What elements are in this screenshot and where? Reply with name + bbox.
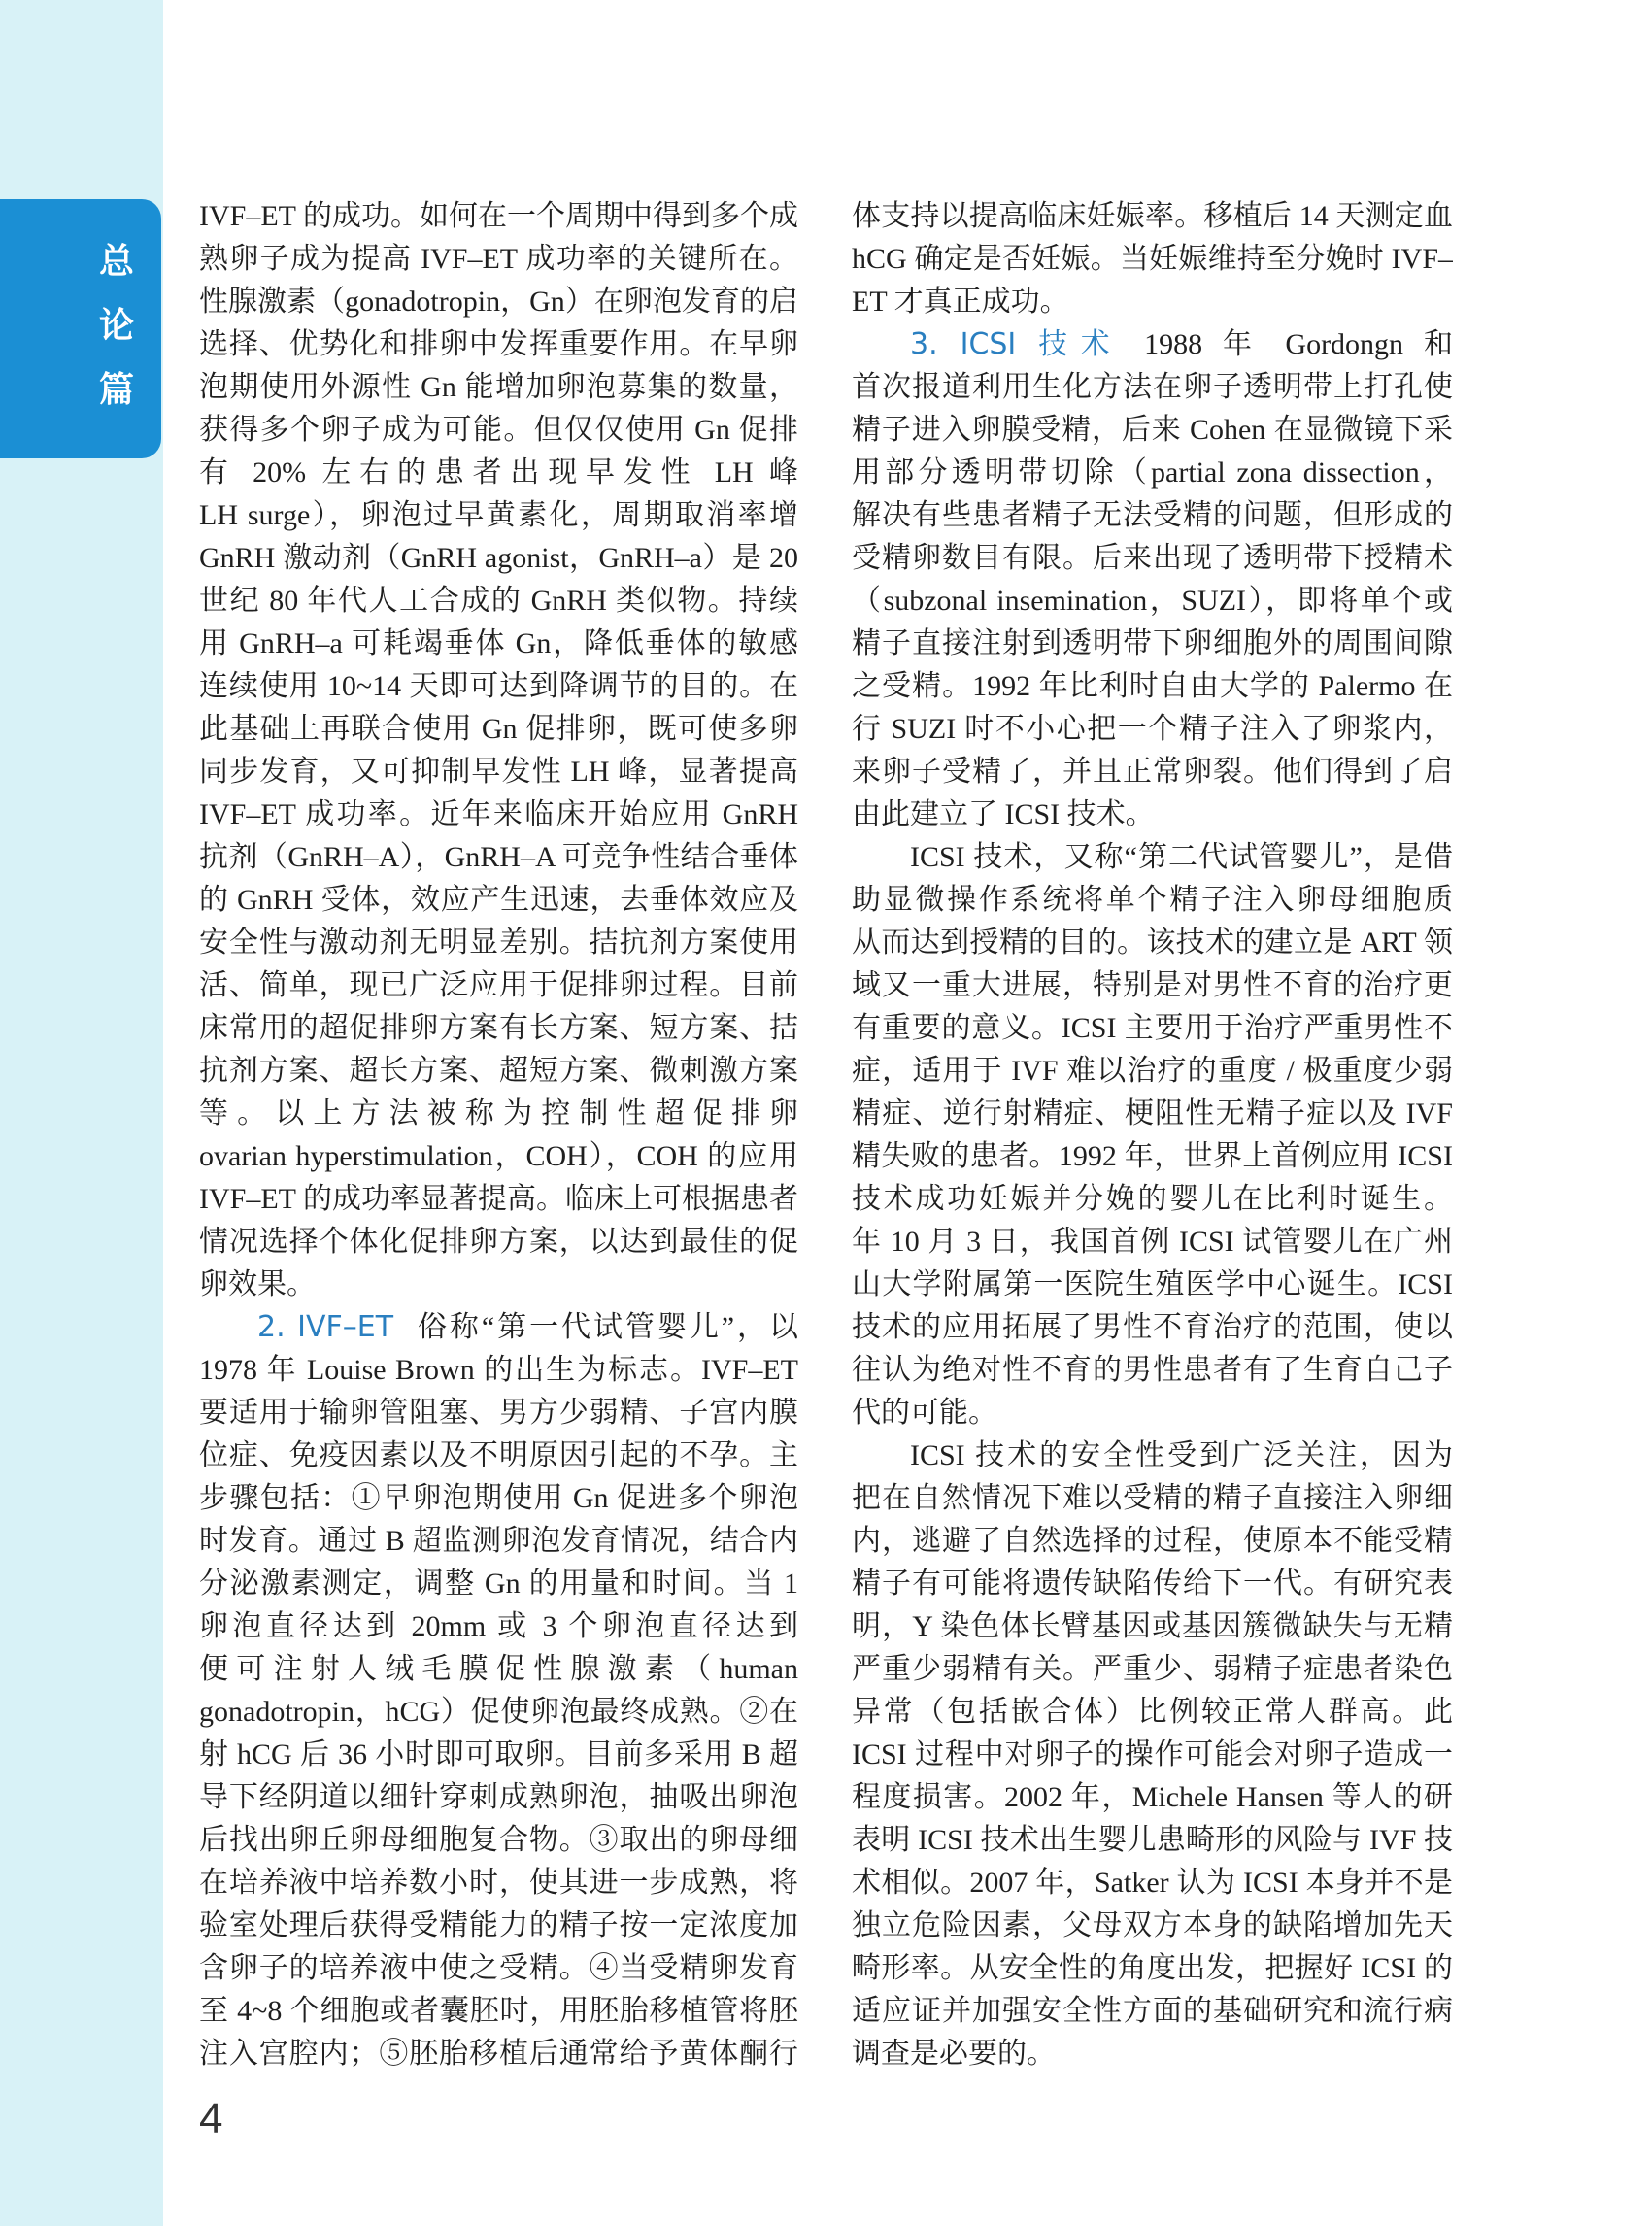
text-line: 在培养液中培养数小时，使其进一步成熟，将	[199, 1867, 798, 1899]
section-tab-char: 篇	[98, 370, 134, 410]
section-heading: 3. ICSI 技术	[910, 327, 1124, 361]
right-text-column	[852, 195, 1453, 2075]
text-line: 症，适用于 IVF 难以治疗的重度 / 极重度少弱	[852, 1055, 1453, 1087]
text-line: 有 20% 左右的患者出现早发性 LH 峰	[199, 456, 798, 489]
text-line: 卵泡直径达到 20mm 或 3 个卵泡直径达到	[199, 1610, 798, 1642]
text-line: 由此建立了 ICSI 技术。	[852, 798, 1155, 830]
text-line: 精子进入卵膜受精，后来 Cohen 在显微镜下采	[852, 414, 1453, 446]
text-line: 要适用于输卵管阻塞、男方少弱精、子宫内膜	[199, 1397, 798, 1429]
text-line: 后找出卵丘卵母细胞复合物。③取出的卵母细	[199, 1824, 798, 1856]
text-line: 泡期使用外源性 Gn 能增加卵泡募集的数量，	[199, 371, 798, 403]
text-line: 抗剂（GnRH–A），GnRH–A 可竞争性结合垂体	[199, 841, 798, 873]
text-line: 等。以上方法被称为控制性超促排卵	[199, 1097, 798, 1130]
text-line: 位症、免疫因素以及不明原因引起的不孕。主	[199, 1439, 798, 1471]
text-line: 之受精。1992 年比利时自由大学的 Palermo 在	[852, 670, 1453, 702]
text-line: 世纪 80 年代人工合成的 GnRH 类似物。持续	[199, 585, 798, 617]
page-number: 4	[199, 2095, 223, 2142]
text-line: 连续使用 10~14 天即可达到降调节的目的。在	[199, 670, 798, 702]
text-line: 代的可能。	[852, 1397, 997, 1429]
text-line: 选择、优势化和排卵中发挥重要作用。在早卵	[199, 328, 798, 360]
text-line: 技术成功妊娠并分娩的婴儿在比利时诞生。	[852, 1183, 1453, 1215]
text-line: 的 GnRH 受体，效应产生迅速，去垂体效应及	[199, 884, 798, 916]
text-line: 表明 ICSI 技术出生婴儿患畸形的风险与 IVF 技	[852, 1824, 1453, 1856]
paragraph	[199, 195, 798, 1306]
text-line: 助显微操作系统将单个精子注入卵母细胞质	[852, 884, 1453, 916]
text-line: 熟卵子成为提高 IVF–ET 成功率的关键所在。	[199, 243, 798, 275]
text-line: 用部分透明带切除（partial zona dissection，	[852, 456, 1453, 489]
text-line-content: 俗称“第一代试管婴儿”，以	[415, 1311, 798, 1343]
section-tab-char: 论	[98, 306, 134, 346]
text-line: 严重少弱精有关。严重少、弱精子症患者染色	[852, 1653, 1453, 1685]
text-line: 抗剂方案、超长方案、超短方案、微刺激方案	[199, 1055, 798, 1087]
text-line: 便可注射人绒毛膜促性腺激素（human	[199, 1653, 798, 1685]
text-line: 此基础上再联合使用 Gn 促排卵，既可使多卵	[199, 713, 798, 745]
paragraph	[852, 323, 1453, 836]
text-line: 把在自然情况下难以受精的精子直接注入卵细	[852, 1482, 1453, 1514]
text-line: 精失败的患者。1992 年，世界上首例应用 ICSI	[852, 1140, 1453, 1172]
text-line: 时发育。通过 B 超监测卵泡发育情况，结合内	[199, 1525, 798, 1557]
text-line: ICSI 过程中对卵子的操作可能会对卵子造成一	[852, 1738, 1453, 1771]
text-line: 独立危险因素，父母双方本身的缺陷增加先天	[852, 1909, 1453, 1941]
text-line: 山大学附属第一医院生殖医学中心诞生。ICSI	[852, 1268, 1453, 1300]
text-line: 畸形率。从安全性的角度出发，把握好 ICSI 的	[852, 1952, 1453, 1984]
text-line: IVF–ET 的成功。如何在一个周期中得到多个成	[199, 200, 798, 232]
text-line: 解决有些患者精子无法受精的问题，但形成的	[852, 499, 1453, 531]
text-line: hCG 确定是否妊娠。当妊娠维持至分娩时 IVF–	[852, 243, 1453, 275]
text-line: 适应证并加强安全性方面的基础研究和流行病	[852, 1995, 1453, 2027]
text-line: 同步发育，又可抑制早发性 LH 峰，显著提高	[199, 756, 798, 788]
text-line: 年 10 月 3 日，我国首例 ICSI 试管婴儿在广州	[852, 1226, 1453, 1258]
text-line: 明，Y 染色体长臂基因或基因簇微缺失与无精	[852, 1610, 1453, 1642]
paragraph	[852, 195, 1453, 323]
text-line: 获得多个卵子成为可能。但仅仅使用 Gn 促排	[199, 414, 798, 446]
paragraph	[852, 1434, 1453, 2075]
text-line: gonadotropin，hCG）促使卵泡最终成熟。②在	[199, 1696, 798, 1728]
text-line: 精子直接注射到透明带下卵细胞外的周围间隙	[852, 627, 1453, 659]
text-line: GnRH 激动剂（GnRH agonist，GnRH–a）是 20	[199, 542, 798, 574]
section-tab-label	[93, 230, 140, 422]
text-line: 技术的应用拓展了男性不育治疗的范围，使以	[852, 1311, 1453, 1343]
text-line: 分泌激素测定，调整 Gn 的用量和时间。当 1	[199, 1568, 798, 1600]
section-tab-char: 总	[98, 242, 134, 282]
left-text-column	[199, 195, 798, 2075]
text-line: 精子有可能将遗传缺陷传给下一代。有研究表	[852, 1568, 1453, 1600]
text-line: 活、简单，现已广泛应用于促排卵过程。目前	[199, 969, 798, 1001]
text-line: 有重要的意义。ICSI 主要用于治疗严重男性不	[852, 1012, 1453, 1044]
text-line: 异常（包括嵌合体）比例较正常人群高。此	[852, 1696, 1453, 1728]
text-line: ICSI 技术的安全性受到广泛关注，因为	[910, 1439, 1453, 1471]
text-line: 含卵子的培养液中使之受精。④当受精卵发育	[199, 1952, 798, 1984]
text-line: 用 GnRH–a 可耗竭垂体 Gn，降低垂体的敏感	[199, 627, 798, 659]
text-line	[852, 323, 1453, 366]
text-line: 验室处理后获得受精能力的精子按一定浓度加	[199, 1909, 798, 1941]
text-line: 来卵子受精了，并且正常卵裂。他们得到了启	[852, 756, 1453, 788]
text-line: 受精卵数目有限。后来出现了透明带下授精术	[852, 542, 1453, 574]
text-line: 内，逃避了自然选择的过程，使原本不能受精	[852, 1525, 1453, 1557]
text-line: 调查是必要的。	[852, 2038, 1056, 2070]
section-tab	[0, 199, 161, 458]
text-line-content: 1988 年 Gordongn 和	[1144, 328, 1453, 360]
text-line: LH surge），卵泡过早黄素化，周期取消率增	[199, 499, 798, 531]
text-line: 步骤包括：①早卵泡期使用 Gn 促进多个卵泡	[199, 1482, 798, 1514]
text-line: 从而达到授精的目的。该技术的建立是 ART 领	[852, 927, 1453, 959]
text-line: 情况选择个体化促排卵方案，以达到最佳的促	[199, 1226, 798, 1258]
text-line: ET 才真正成功。	[852, 286, 1069, 318]
text-line: ICSI 技术，又称“第二代试管婴儿”，是借	[910, 841, 1453, 873]
paragraph	[199, 1306, 798, 2075]
text-line: 精症、逆行射精症、梗阻性无精子症以及 IVF	[852, 1097, 1453, 1130]
text-line: IVF–ET 成功率。近年来临床开始应用 GnRH	[199, 798, 798, 830]
text-line: （subzonal insemination，SUZI），即将单个或	[852, 585, 1453, 617]
text-line: 射 hCG 后 36 小时即可取卵。目前多采用 B 超	[199, 1738, 798, 1771]
text-line: 首次报道利用生化方法在卵子透明带上打孔使	[852, 371, 1453, 403]
section-heading: 2. IVF–ET	[257, 1310, 394, 1344]
text-line: 卵效果。	[199, 1268, 316, 1300]
text-line: 至 4~8 个细胞或者囊胚时，用胚胎移植管将胚	[199, 1995, 798, 2027]
text-line: 行 SUZI 时不小心把一个精子注入了卵浆内，	[852, 713, 1453, 745]
text-line: 域又一重大进展，特别是对男性不育的治疗更	[852, 969, 1453, 1001]
text-line: 程度损害。2002 年，Michele Hansen 等人的研	[852, 1781, 1453, 1813]
text-line: 注入宫腔内；⑤胚胎移植后通常给予黄体酮行	[199, 2038, 798, 2070]
text-line: 1978 年 Louise Brown 的出生为标志。IVF–ET	[199, 1354, 798, 1386]
text-line	[199, 1306, 798, 1349]
text-line: 导下经阴道以细针穿刺成熟卵泡，抽吸出卵泡	[199, 1781, 798, 1813]
text-line: 往认为绝对性不育的男性患者有了生育自己子	[852, 1354, 1453, 1386]
text-line: IVF–ET 的成功率显著提高。临床上可根据患者	[199, 1183, 798, 1215]
paragraph	[852, 836, 1453, 1434]
text-line: ovarian hyperstimulation，COH），COH 的应用	[199, 1140, 798, 1172]
text-line: 床常用的超促排卵方案有长方案、短方案、拮	[199, 1012, 798, 1044]
text-line: 安全性与激动剂无明显差别。拮抗剂方案使用	[199, 927, 798, 959]
text-line: 体支持以提高临床妊娠率。移植后 14 天测定血	[852, 200, 1453, 232]
text-line: 术相似。2007 年，Satker 认为 ICSI 本身并不是	[852, 1867, 1453, 1899]
text-line: 性腺激素（gonadotropin，Gn）在卵泡发育的启	[199, 286, 798, 318]
